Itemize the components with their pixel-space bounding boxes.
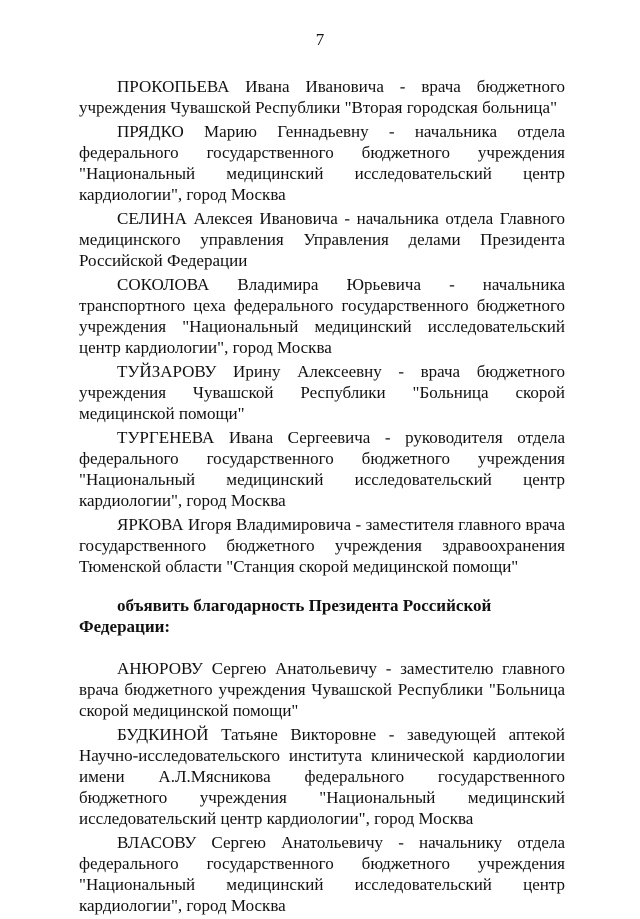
list-item: СОКОЛОВА Владимира Юрьевича - начальника транспортного цеха федерального государственного бюджетного учреждения "Национальный медицинский исследовательский центр кардиологии", город Москва (79, 275, 565, 357)
document-body (79, 76, 565, 919)
list-item: ПРОКОПЬЕВА Ивана Ивановича - врача бюджетного учреждения Чувашской Республики "Вторая городская больница" (79, 77, 565, 117)
list-item: ВЛАСОВУ Сергею Анатольевичу - начальнику отдела федерального государственного бюджетного учреждения "Национальный медицинский исследовательский центр кардиологии", город Москва (79, 833, 565, 915)
list-item: АНЮРОВУ Сергею Анатольевичу - заместителю главного врача бюджетного учреждения Чувашской Республики "Больница скорой медицинской помощи" (79, 659, 565, 720)
page-number: 7 (315, 30, 325, 49)
list-item: ТУЙЗАРОВУ Ирину Алексеевну - врача бюджетного учреждения Чувашской Республики "Больница скорой медицинской помощи" (79, 362, 565, 423)
list-item: ТУРГЕНЕВА Ивана Сергеевича - руководителя отдела федерального государственного бюджетного учреждения "Национальный медицинский исследовательский центр кардиологии", город Москва (79, 428, 565, 510)
list-item: БУДКИНОЙ Татьяне Викторовне - заведующей аптекой Научно-исследовательского института клинической кардиологии имени А.Л.Мясникова федерального государственного бюджетного учреждения "Национальный медицинский исследовательский центр кардиологии", город Москва (79, 725, 565, 828)
list-item: ПРЯДКО Марию Геннадьевну - начальника отдела федерального государственного бюджетного учреждения "Национальный медицинский исследовательский центр кардиологии", город Москва (79, 122, 565, 204)
list-item: СЕЛИНА Алексея Ивановича - начальника отдела Главного медицинского управления Управления делами Президента Российской Федерации (79, 209, 565, 270)
section-heading: объявить благодарность Президента Российской Федерации: (79, 596, 492, 636)
list-item: ЯРКОВА Игоря Владимировича - заместителя главного врача государственного бюджетного учреждения здравоохранения Тюменской области "Станция скорой медицинской помощи" (79, 515, 565, 576)
